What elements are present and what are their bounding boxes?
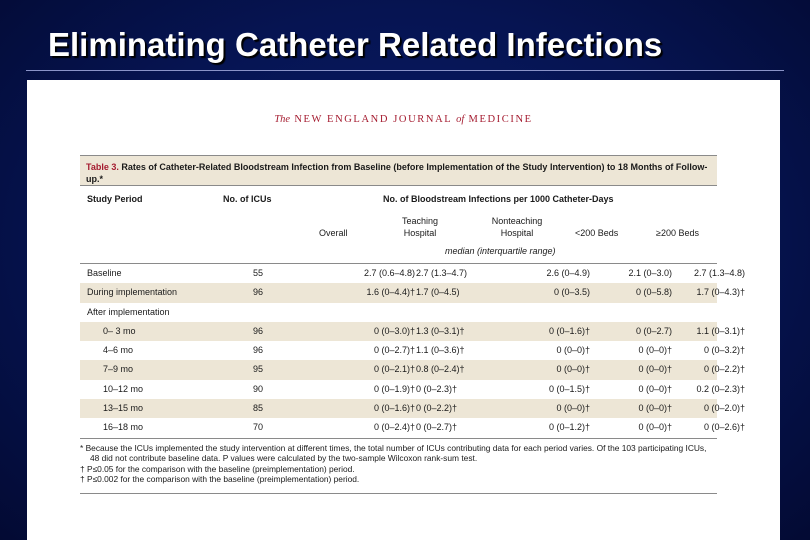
cell-icus: 70 — [252, 422, 263, 433]
header-infections-group: No. of Bloodstream Infections per 1000 Catheter-Days — [383, 194, 614, 204]
cell-period: 0– 3 mo — [103, 325, 136, 336]
cell-lt200: 0 (0–0)† — [638, 345, 672, 356]
cell-icus: 55 — [252, 268, 263, 278]
journal-the: The — [274, 114, 291, 125]
footnote: † P≤0.002 for the comparison with the baseline (preimplementation) period. — [80, 474, 360, 485]
cell-ge200: 0 (0–2.6)† — [703, 422, 745, 433]
journal-page — [27, 80, 780, 540]
cell-teaching: 1.7 (0–4.5) — [416, 287, 460, 298]
cell-teaching: 1.1 (0–3.6)† — [416, 345, 465, 356]
table-footnotes — [80, 438, 717, 494]
header-lt200-beds: <200 Beds — [575, 228, 619, 238]
table-body — [80, 264, 745, 438]
cell-nonteaching: 0 (0–3.5) — [553, 287, 590, 298]
cell-lt200: 0 (0–0)† — [638, 383, 672, 394]
table-row — [80, 360, 745, 379]
header-teaching-line2: Hospital — [403, 228, 437, 238]
header-median-note: median (interquartile range) — [445, 246, 556, 256]
cell-lt200: 0 (0–0)† — [638, 422, 672, 433]
table-row — [80, 264, 745, 283]
cell-icus: 96 — [252, 345, 263, 356]
table-caption-text: Rates of Catheter-Related Bloodstream Infection from Baseline (before Implementation of the Study Intervention) to 18 Months of Follow-up.* — [86, 162, 708, 184]
results-table — [80, 155, 745, 494]
cell-lt200: 0 (0–5.8) — [635, 287, 672, 298]
journal-new-england: NEW ENGLAND — [294, 114, 389, 125]
cell-nonteaching: 0 (0–0)† — [556, 364, 590, 375]
header-teaching-line1: Teaching — [401, 216, 439, 226]
journal-masthead — [27, 114, 780, 125]
cell-nonteaching: 0 (0–0)† — [556, 403, 590, 414]
cell-overall: 1.6 (0–4.4)† — [366, 287, 415, 298]
table-row — [80, 380, 745, 399]
cell-overall: 0 (0–2.1)† — [373, 364, 415, 375]
cell-overall: 0 (0–3.0)† — [373, 325, 415, 336]
cell-period: After implementation — [87, 306, 170, 317]
cell-period: Baseline — [87, 268, 122, 278]
cell-ge200: 0.2 (0–2.3)† — [696, 383, 745, 394]
header-no-icus: No. of ICUs — [223, 194, 272, 204]
cell-teaching: 0 (0–2.3)† — [416, 383, 458, 394]
cell-ge200: 1.7 (0–4.3)† — [696, 287, 745, 298]
cell-period: 7–9 mo — [103, 364, 134, 375]
table-caption — [80, 155, 717, 186]
cell-lt200: 0 (0–0)† — [638, 403, 672, 414]
footnote: † P≤0.05 for the comparison with the baseline (preimplementation) period. — [80, 463, 355, 474]
cell-nonteaching: 0 (0–1.5)† — [548, 383, 590, 394]
cell-period: During implementation — [87, 287, 178, 298]
cell-lt200: 0 (0–0)† — [638, 364, 672, 375]
cell-teaching: 1.3 (0–3.1)† — [416, 325, 465, 336]
cell-overall: 2.7 (0.6–4.8) — [363, 268, 415, 278]
cell-nonteaching: 0 (0–1.6)† — [548, 325, 590, 336]
slide-title: Eliminating Catheter Related Infections — [48, 26, 663, 63]
table-row — [80, 341, 745, 360]
cell-overall: 0 (0–2.4)† — [373, 422, 415, 433]
cell-ge200: 0 (0–3.2)† — [703, 345, 745, 356]
cell-overall: 0 (0–1.9)† — [373, 383, 415, 394]
cell-period: 16–18 mo — [103, 422, 144, 433]
table-row — [80, 322, 745, 341]
header-overall: Overall — [319, 228, 348, 238]
cell-icus: 96 — [252, 325, 263, 336]
cell-teaching: 0 (0–2.7)† — [416, 422, 458, 433]
cell-icus: 90 — [252, 383, 263, 394]
title-divider — [26, 70, 784, 71]
cell-icus: 85 — [252, 403, 263, 414]
table-row — [80, 399, 745, 418]
journal-journal: JOURNAL — [393, 114, 452, 125]
cell-teaching: 0.8 (0–2.4)† — [416, 364, 465, 375]
cell-nonteaching: 0 (0–1.2)† — [548, 422, 590, 433]
cell-ge200: 0 (0–2.0)† — [703, 403, 745, 414]
cell-lt200: 0 (0–2.7) — [635, 325, 672, 336]
cell-ge200: 2.7 (1.3–4.8) — [693, 268, 745, 278]
cell-teaching: 0 (0–2.2)† — [416, 403, 458, 414]
cell-period: 13–15 mo — [103, 403, 144, 414]
cell-overall: 0 (0–1.6)† — [373, 403, 415, 414]
cell-ge200: 0 (0–2.2)† — [703, 364, 745, 375]
table-bottom-rule — [80, 493, 717, 494]
header-ge200-beds: ≥200 Beds — [656, 228, 699, 238]
cell-nonteaching: 2.6 (0–4.9) — [546, 268, 590, 278]
footnote: * Because the ICUs implemented the study intervention at different times, the total number of ICUs contributing data for each period varies. Of the 103 participating ICUs, 48 did not contribute baseline data. P values were calculated by the two-sample Wilcoxon rank-sum test. — [80, 442, 707, 464]
cell-teaching: 2.7 (1.3–4.7) — [416, 268, 468, 278]
cell-period: 10–12 mo — [103, 383, 144, 394]
journal-of: of — [456, 114, 465, 125]
cell-period: 4–6 mo — [103, 345, 134, 356]
cell-overall: 0 (0–2.7)† — [373, 345, 415, 356]
cell-ge200: 1.1 (0–3.1)† — [696, 325, 745, 336]
table-row — [80, 303, 717, 322]
table-row — [80, 418, 745, 437]
table-header — [80, 186, 717, 264]
cell-icus: 95 — [252, 364, 263, 375]
header-study-period: Study Period — [87, 194, 143, 204]
cell-nonteaching: 0 (0–0)† — [556, 345, 590, 356]
header-nonteaching-line2: Hospital — [500, 228, 534, 238]
table-row — [80, 283, 745, 302]
cell-lt200: 2.1 (0–3.0) — [628, 268, 672, 278]
journal-medicine: MEDICINE — [468, 114, 533, 125]
table-number: Table 3. — [86, 162, 119, 172]
cell-icus: 96 — [252, 287, 263, 298]
header-nonteaching-line1: Nonteaching — [491, 216, 543, 226]
